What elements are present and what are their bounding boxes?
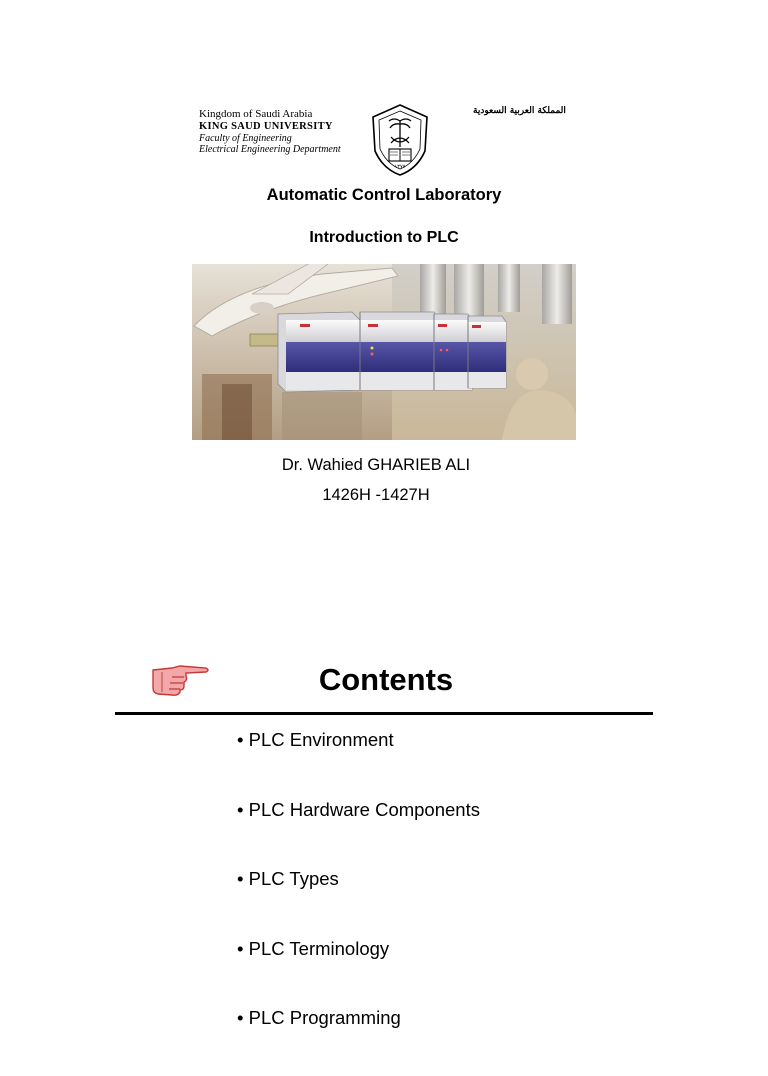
- arabic-country-name: المملكة العربية السعودية: [473, 106, 566, 116]
- plc-hardware-photo: [192, 264, 576, 440]
- contents-item: • PLC Environment: [237, 729, 394, 750]
- department-line: Electrical Engineering Department: [199, 144, 341, 156]
- faculty-line: Faculty of Engineering: [199, 132, 292, 144]
- contents-heading: Contents: [318, 662, 454, 697]
- university-line: KING SAUD UNIVERSITY: [199, 120, 333, 132]
- author-name: Dr. Wahied GHARIEB ALI: [281, 456, 471, 474]
- contents-item: • PLC Terminology: [237, 937, 390, 959]
- lab-title: Automatic Control Laboratory: [266, 186, 502, 204]
- contents-item: • PLC Types: [237, 868, 339, 890]
- heading-divider: [115, 712, 653, 715]
- university-seal-icon: [367, 103, 433, 177]
- contents-item: • PLC Programming: [237, 1007, 401, 1029]
- university-header: [199, 109, 341, 156]
- contents-item: • PLC Hardware Components: [237, 798, 480, 820]
- academic-years: 1426H -1427H: [322, 486, 430, 504]
- country-line: Kingdom of Saudi Arabia: [199, 108, 313, 120]
- topic-title: Introduction to PLC: [309, 229, 459, 246]
- svg-text:١٣٧٧: ١٣٧٧: [394, 164, 406, 170]
